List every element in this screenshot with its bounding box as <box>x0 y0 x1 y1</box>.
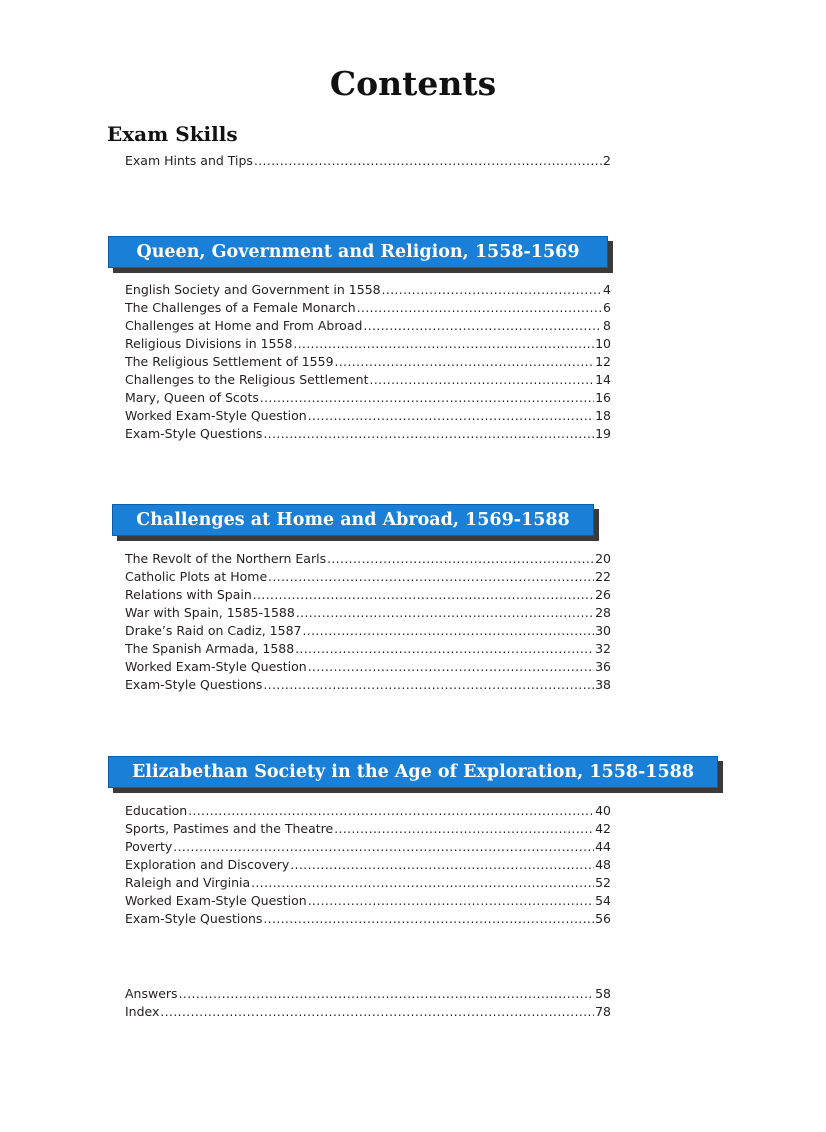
page-title: Contents <box>329 64 497 103</box>
toc-entry-page: 78 <box>595 1004 611 1019</box>
dot-leader <box>296 604 594 622</box>
toc-entry-title: Exploration and Discovery <box>125 857 290 872</box>
toc-entry[interactable] <box>125 353 611 371</box>
toc-entry-title: Relations with Spain <box>125 587 252 602</box>
toc-entry-page: 2 <box>603 153 611 168</box>
toc-entry-title: Catholic Plots at Home <box>125 569 268 584</box>
toc-entry[interactable] <box>125 371 611 389</box>
toc-entry[interactable] <box>125 1003 611 1021</box>
back-matter-list <box>125 985 611 1021</box>
toc-entry[interactable] <box>125 874 611 892</box>
dot-leader <box>263 910 594 928</box>
dot-leader <box>179 985 595 1003</box>
toc-entry-title: The Spanish Armada, 1588 <box>125 641 295 656</box>
toc-entry-title: Raleigh and Virginia <box>125 875 251 890</box>
dot-leader <box>327 550 594 568</box>
toc-entry[interactable] <box>125 389 611 407</box>
toc-entry[interactable] <box>125 622 611 640</box>
toc-entry-page: 8 <box>603 318 611 333</box>
dot-leader <box>160 1003 594 1021</box>
dot-leader <box>335 353 595 371</box>
section-banner-queen-government-religion: Queen, Government and Religion, 1558-1569 <box>108 236 608 268</box>
dot-leader <box>253 586 594 604</box>
toc-entry-page: 6 <box>603 300 611 315</box>
toc-entry-title: Answers <box>125 986 178 1001</box>
toc-entry-title: The Revolt of the Northern Earls <box>125 551 327 566</box>
toc-entry-page: 19 <box>595 426 611 441</box>
toc-entry-title: Exam-Style Questions <box>125 426 263 441</box>
dot-leader <box>308 407 594 425</box>
toc-entry[interactable] <box>125 802 611 820</box>
toc-entry-title: Worked Exam-Style Question <box>125 893 307 908</box>
section-1-list <box>125 281 611 443</box>
section-banner-elizabethan-society: Elizabethan Society in the Age of Exploration, 1558-1588 <box>108 756 718 788</box>
dot-leader <box>363 317 602 335</box>
toc-entry-title: Sports, Pastimes and the Theatre <box>125 821 334 836</box>
toc-entry[interactable] <box>125 676 611 694</box>
toc-entry-title: Exam-Style Questions <box>125 911 263 926</box>
dot-leader <box>268 568 594 586</box>
dot-leader <box>370 371 595 389</box>
dot-leader <box>382 281 602 299</box>
toc-entry-page: 10 <box>595 336 611 351</box>
dot-leader <box>173 838 594 856</box>
toc-entry-page: 16 <box>595 390 611 405</box>
toc-entry[interactable] <box>125 910 611 928</box>
dot-leader <box>295 640 594 658</box>
section-2-list <box>125 550 611 694</box>
toc-entry-title: The Challenges of a Female Monarch <box>125 300 356 315</box>
toc-entry-page: 18 <box>595 408 611 423</box>
toc-entry-page: 54 <box>595 893 611 908</box>
toc-entry[interactable] <box>125 838 611 856</box>
toc-entry-title: Exam-Style Questions <box>125 677 263 692</box>
toc-entry[interactable] <box>125 658 611 676</box>
toc-entry-title: Worked Exam-Style Question <box>125 659 307 674</box>
toc-entry-title: Poverty <box>125 839 173 854</box>
toc-entry-title: Religious Divisions in 1558 <box>125 336 293 351</box>
toc-entry[interactable] <box>125 335 611 353</box>
dot-leader <box>293 335 594 353</box>
exam-skills-heading: Exam Skills <box>107 122 238 146</box>
dot-leader <box>302 622 594 640</box>
toc-entry-page: 4 <box>603 282 611 297</box>
dot-leader <box>260 389 594 407</box>
toc-entry[interactable] <box>125 640 611 658</box>
toc-entry-page: 22 <box>595 569 611 584</box>
toc-entry[interactable] <box>125 604 611 622</box>
toc-entry-title: Worked Exam-Style Question <box>125 408 307 423</box>
toc-entry-page: 20 <box>595 551 611 566</box>
toc-entry-page: 42 <box>595 821 611 836</box>
toc-entry-title: Drake’s Raid on Cadiz, 1587 <box>125 623 302 638</box>
toc-entry[interactable] <box>125 152 611 170</box>
dot-leader <box>334 820 594 838</box>
dot-leader <box>308 892 594 910</box>
toc-entry-page: 56 <box>595 911 611 926</box>
toc-entry-title: Challenges to the Religious Settlement <box>125 372 369 387</box>
toc-entry-page: 28 <box>595 605 611 620</box>
toc-entry[interactable] <box>125 856 611 874</box>
toc-entry-page: 32 <box>595 641 611 656</box>
toc-entry-page: 26 <box>595 587 611 602</box>
dot-leader <box>290 856 594 874</box>
toc-entry[interactable] <box>125 299 611 317</box>
toc-entry-page: 14 <box>595 372 611 387</box>
toc-entry[interactable] <box>125 985 611 1003</box>
dot-leader <box>251 874 594 892</box>
toc-entry-title: Index <box>125 1004 160 1019</box>
toc-entry-title: English Society and Government in 1558 <box>125 282 381 297</box>
toc-entry[interactable] <box>125 550 611 568</box>
dot-leader <box>254 152 602 170</box>
toc-entry[interactable] <box>125 425 611 443</box>
toc-entry-title: War with Spain, 1585-1588 <box>125 605 295 620</box>
toc-entry-title: Challenges at Home and From Abroad <box>125 318 363 333</box>
dot-leader <box>263 425 594 443</box>
toc-entry-title: Education <box>125 803 188 818</box>
toc-entry-page: 30 <box>595 623 611 638</box>
dot-leader <box>263 676 594 694</box>
toc-entry-page: 48 <box>595 857 611 872</box>
toc-entry[interactable] <box>125 317 611 335</box>
section-banner-challenges-home-abroad: Challenges at Home and Abroad, 1569-1588 <box>112 504 594 536</box>
toc-entry[interactable] <box>125 892 611 910</box>
toc-entry[interactable] <box>125 568 611 586</box>
toc-entry-page: 36 <box>595 659 611 674</box>
dot-leader <box>188 802 594 820</box>
toc-entry-page: 58 <box>595 986 611 1001</box>
toc-entry-title: The Religious Settlement of 1559 <box>125 354 334 369</box>
section-3-list <box>125 802 611 928</box>
dot-leader <box>357 299 602 317</box>
toc-entry-title: Mary, Queen of Scots <box>125 390 259 405</box>
toc-entry-page: 38 <box>595 677 611 692</box>
toc-entry[interactable] <box>125 407 611 425</box>
toc-entry[interactable] <box>125 820 611 838</box>
dot-leader <box>308 658 594 676</box>
toc-entry-page: 44 <box>595 839 611 854</box>
toc-entry[interactable] <box>125 281 611 299</box>
toc-entry-title: Exam Hints and Tips <box>125 153 253 168</box>
toc-entry-page: 12 <box>595 354 611 369</box>
toc-entry[interactable] <box>125 586 611 604</box>
exam-skills-list <box>125 152 611 170</box>
toc-entry-page: 52 <box>595 875 611 890</box>
toc-entry-page: 40 <box>595 803 611 818</box>
